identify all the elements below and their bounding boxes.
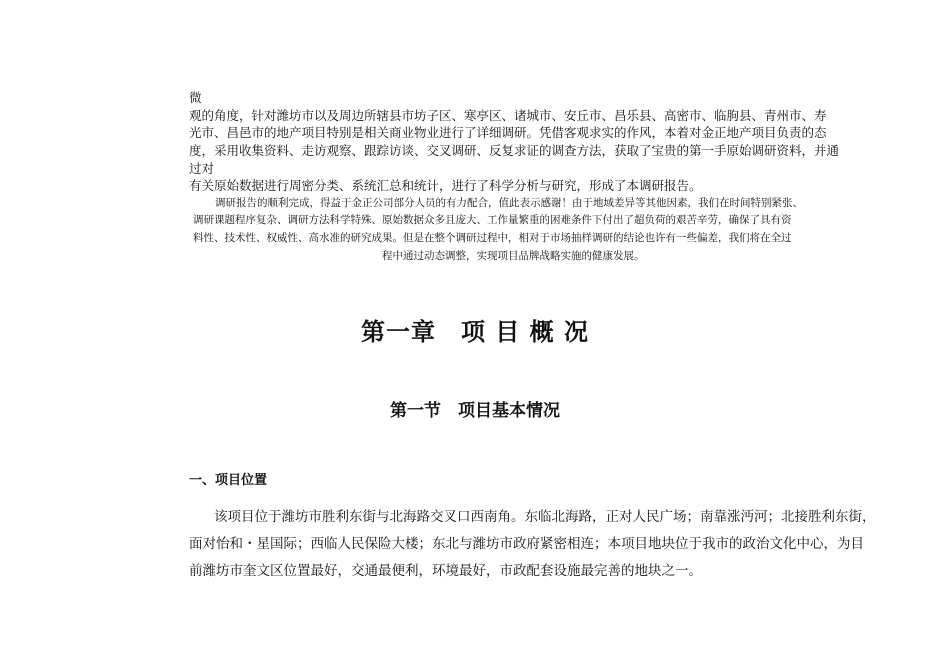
intro-line: 微 — [189, 90, 202, 105]
location-line: 该项目位于潍坊市胜利东街与北海路交叉口西南角。东临北海路，正对人民广场；南靠涨沔河；北接胜利东街， — [214, 509, 876, 525]
location-line: 前潍坊市奎文区位置最好，交通最便利，环境最好，市政配套设施最完善的地块之一。 — [189, 563, 702, 579]
thanks-line: 调研报告的顺利完成，得益于金正公司部分人员的有力配合，值此表示感谢！由于地域差异等其他因素，我们在时间特别紧张、 — [215, 197, 803, 209]
location-line: 面对怡和・星国际；西临人民保险大楼；东北与潍坊市政府紧密相连；本项目地块位于我市的政治文化中心，为目 — [189, 536, 864, 552]
thanks-line: 料性、技术性、权威性、高水准的研究成果。但是在整个调研过程中，相对于市场抽样调研的结论也许有一些偏差，我们将在全过 — [193, 232, 792, 244]
intro-line: 有关原始数据进行周密分类、系统汇总和统计，进行了科学分析与研究，形成了本调研报告。 — [189, 178, 702, 193]
thanks-line: 程中通过动态调整，实现项目品牌战略实施的健康发展。 — [382, 250, 645, 262]
intro-line: 观的角度，针对潍坊市以及周边所辖县市坊子区、寒亭区、诸城市、安丘市、昌乐县、高密市、临朐县、青州市、寿 — [189, 108, 827, 123]
intro-line: 度，采用收集资料、走访观察、跟踪访谈、交叉调研、反复求证的调查方法，获取了宝贵的第一手原始调研资料，并通 — [189, 143, 840, 158]
thanks-line: 调研课题程序复杂、调研方法科学特殊、原始数据众多且庞大、工作量繁重的困难条件下付出了超负荷的艰苦辛劳，确保了具有资 — [193, 214, 792, 226]
chapter-title: 第一章 项 目 概 况 — [360, 318, 590, 346]
section-title: 第一节 项目基本情况 — [390, 401, 560, 421]
location-heading: 一、项目位置 — [189, 473, 268, 488]
intro-line: 过对 — [189, 161, 215, 176]
intro-line: 光市、昌邑市的地产项目特别是相关商业物业进行了详细调研。凭借客观求实的作风，本着对金正地产项目负责的态 — [189, 125, 827, 140]
